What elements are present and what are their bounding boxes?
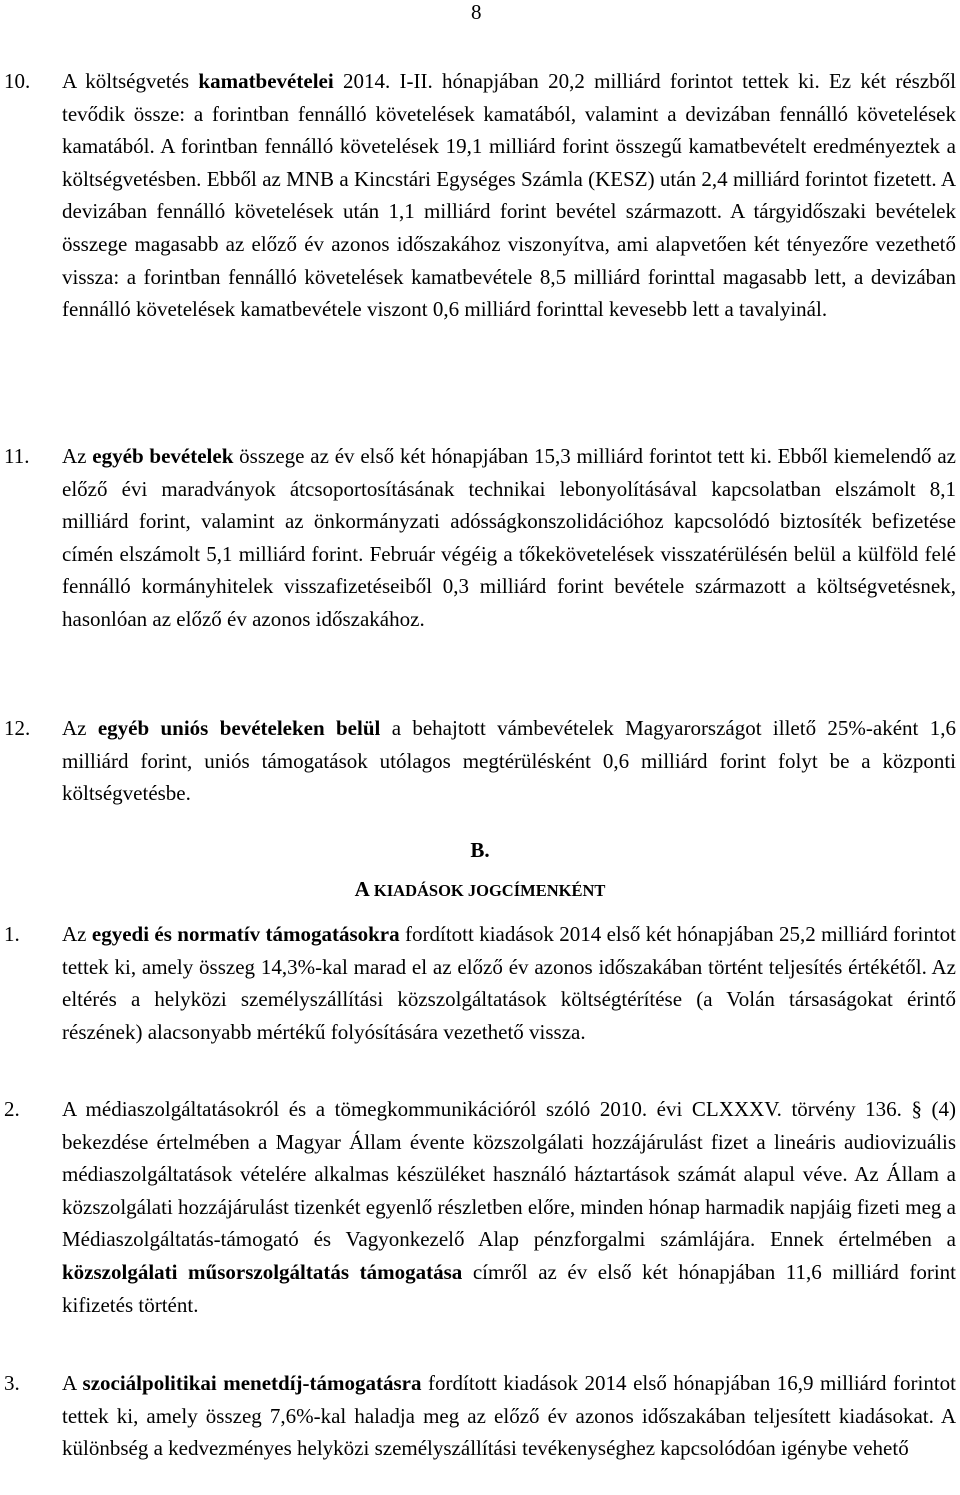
section-title: [0, 876, 960, 904]
text-segment: Az: [62, 922, 92, 946]
item-number: 10.: [4, 69, 31, 93]
text-segment-bold: szociálpolitikai menetdíj-támogatásra: [82, 1371, 422, 1395]
text-segment: összege az év első két hónapjában 15,3 milliárd forintot tett ki. Ebből kiemelendő az előző évi maradványok átcsoportosításának technikai lebonyolításával kapcsolatban elszámolt 8,1 milliárd forint, valamint az önkormányzati adósságkonszolidációhoz kapcsolódó biztosíték befizetése címén elszámolt 5,1 milliárd forint. Február végéig a tőkekövetelések visszatérülésén belül a külföld felé fennálló kormányhitelek visszafizetéseiből 0,3 milliárd forint bevétele származott a költségvetésnek, hasonlóan az előző év azonos időszakához.: [62, 444, 956, 631]
list-item-1: [4, 918, 956, 1048]
item-text: [62, 1093, 956, 1321]
text-segment: A költségvetés: [62, 69, 199, 93]
list-item-12: [4, 712, 956, 810]
text-segment: A médiaszolgáltatásokról és a tömegkommunikációról szóló 2010. évi CLXXXV. törvény 136. § (4) bekezdése értelmében a Magyar Állam évente közszolgálati hozzájárulást fizet a lineáris audiovizuális médiaszolgáltatások vételére alkalmas készüléket használó háztartások számát alapul véve. Az Állam a közszolgálati hozzájárulást tizenkét egyenlő részletben előre, minden hónap harmadik napjáig fizeti meg a Médiaszolgáltatás-támogató és Vagyonkezelő Alap pénzforgalmi számlájára. Ennek értelmében a: [62, 1097, 956, 1252]
text-segment: Az: [62, 444, 93, 468]
text-segment: 2014. I-II. hónapjában 20,2 milliárd forintot tettek ki. Ez két részből tevődik össze: a forintban fennálló követelések kamatából, valamint a devizában fennálló követelések kamatából. A forintban fennálló követelések 19,1 milliárd forint összegű kamatbevételt eredményeztek a költségvetésben. Ebből az MNB a Kincstári Egységes Számla (KESZ) után 2,4 milliárd forintot fizetett. A devizában fennálló követelések után 1,1 milliárd forint bevétel származott. A tárgyidőszaki bevételek összege magasabb az előző év azonos időszakához viszonyítva, ami alapvetően két tényezőre vezethető vissza: a forintban fennálló követelések kamatbevétele 8,5 milliárd forinttal magasabb lett, a devizában fennálló követelések kamatbevétele viszont 0,6 milliárd forinttal kevesebb lett a tavalyinál.: [62, 69, 956, 322]
item-number: 1.: [4, 922, 20, 946]
list-item-3: [4, 1367, 956, 1465]
section-title-initial: A: [354, 877, 370, 901]
text-segment-bold: egyéb uniós bevételeken belül: [97, 716, 381, 740]
list-item-11: [4, 440, 956, 636]
item-text: [62, 1367, 956, 1465]
item-text: [62, 440, 956, 636]
item-number: 12.: [4, 716, 31, 740]
item-text: [62, 918, 956, 1048]
text-segment-bold: egyéb bevételek: [92, 444, 234, 468]
text-segment-bold: kamatbevételei: [198, 69, 334, 93]
text-segment: Az: [62, 716, 98, 740]
section-letter: B.: [470, 838, 490, 862]
item-number: 11.: [4, 444, 30, 468]
list-item-10: [4, 65, 956, 326]
text-segment-bold: közszolgálati műsorszolgáltatás támogatása: [62, 1259, 463, 1284]
text-segment: címről az év első két hónapjában 11,6 milliárd forint kifizetés történt.: [62, 1259, 956, 1317]
list-item-2: [4, 1093, 956, 1321]
item-number: 3.: [4, 1371, 20, 1395]
item-text: [62, 712, 956, 810]
text-segment: fordított kiadások 2014 első hónapjában 16,9 milliárd forintot tettek ki, amely összeg 7,6%-kal haladja meg az előző év azonos időszakában teljesített kiadásokat. A különbség a kedvezményes helyközi személyszállítási tevékenységhez kapcsolódóan igénybe vehető: [62, 1371, 957, 1461]
text-segment: a behajtott vámbevételek Magyarországot illető 25%-aként 1,6 milliárd forint, uniós támogatások utólagos megtérülésként 0,6 milliárd forint folyt be a központi költségvetésbe.: [62, 716, 956, 806]
item-number: 2.: [4, 1097, 20, 1121]
text-segment: fordított kiadások 2014 első két hónapjában 25,2 milliárd forintot tettek ki, amely összeg 14,3%-kal marad el az előző év azonos időszakában történt teljesítés értékétől. Az eltérés a helyközi személyszállítási közszolgáltatások költségtérítése (a Volán társaságokat érintő részének) alacsonyabb mértékű folyósítására vezethető vissza.: [62, 922, 956, 1044]
text-segment: A: [62, 1371, 83, 1395]
page-number: 8: [471, 0, 482, 24]
section-title-rest: KIADÁSOK JOGCÍMENKÉNT: [369, 881, 606, 900]
item-text: [62, 65, 956, 326]
text-segment-bold: egyedi és normatív támogatásokra: [91, 922, 400, 946]
